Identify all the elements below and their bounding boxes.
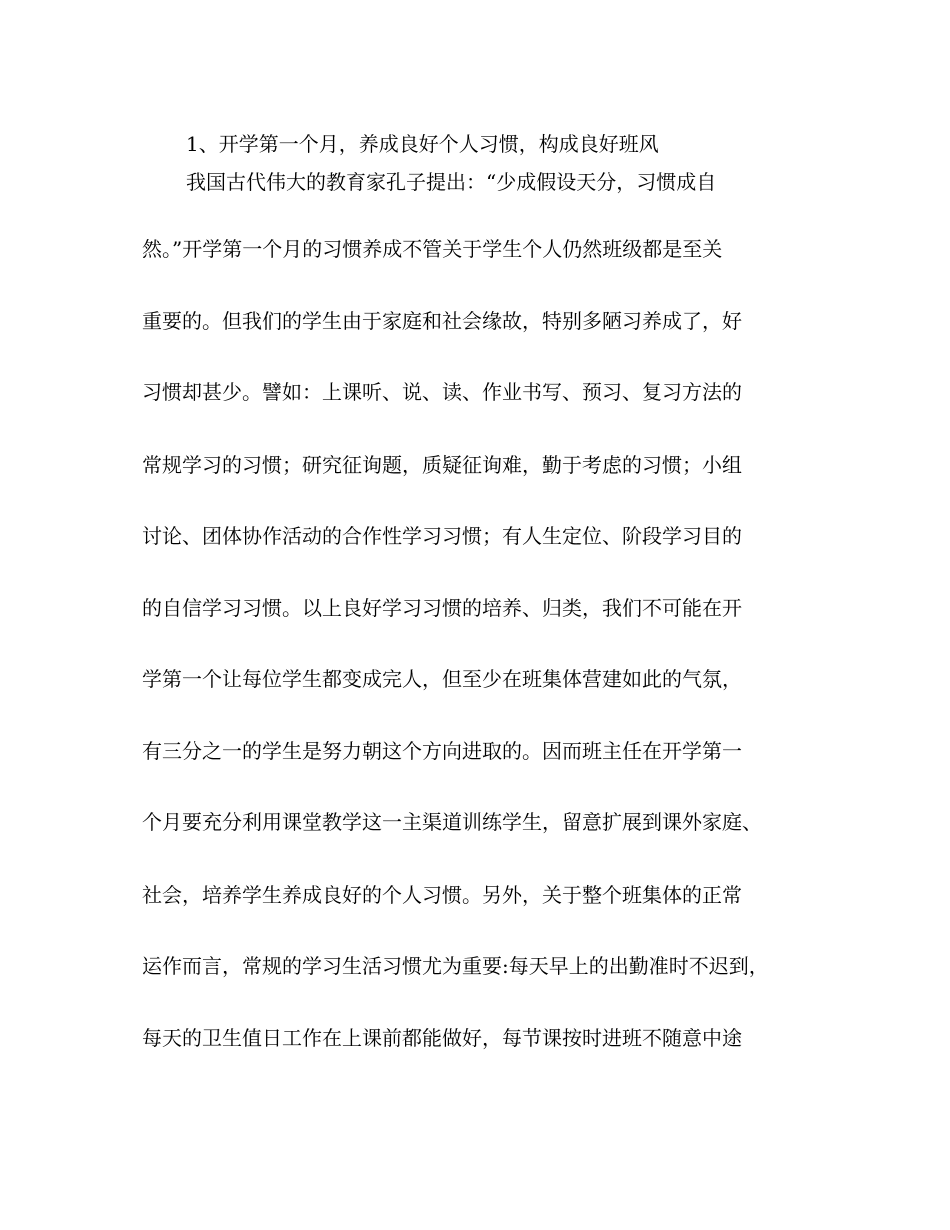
paragraph-line: 运作而言，常规的学习生活习惯尤为重要:每天早上的出勤准时不迟到， bbox=[142, 954, 769, 978]
paragraph-line: 重要的。但我们的学生由于家庭和社会缘故，特别多陋习养成了，好 bbox=[142, 309, 742, 333]
paragraph-line: 社会，培养学生养成良好的个人习惯。另外，关于整个班集体的正常 bbox=[142, 883, 742, 907]
paragraph-line: 学第一个让每位学生都变成完人，但至少在班集体营建如此的气氛， bbox=[142, 667, 742, 691]
paragraph-line: 习惯却甚少。譬如：上课听、说、读、作业书写、预习、复习方法的 bbox=[142, 380, 742, 404]
paragraph-line: 讨论、团体协作活动的合作性学习习惯；有人生定位、阶段学习目的 bbox=[142, 524, 742, 548]
paragraph-line: 然。”开学第一个月的习惯养成不管关于学生个人仍然班级都是至关 bbox=[142, 237, 723, 261]
paragraph-line: 每天的卫生值日工作在上课前都能做好，每节课按时进班不随意中途 bbox=[142, 1026, 742, 1050]
paragraph-line: 常规学习的习惯；研究征询题，质疑征询难，勤于考虑的习惯；小组 bbox=[142, 453, 742, 477]
paragraph-line: 个月要充分利用课堂教学这一主渠道训练学生，留意扩展到课外家庭、 bbox=[142, 810, 762, 834]
paragraph-line: 我国古代伟大的教育家孔子提出：“少成假设天分，习惯成自 bbox=[186, 170, 717, 194]
paragraph-line: 的自信学习习惯。以上良好学习习惯的培养、归类，我们不可能在开 bbox=[142, 596, 742, 620]
section-heading: 1、开学第一个月，养成良好个人习惯，构成良好班风 bbox=[186, 132, 659, 156]
paragraph-line: 有三分之一的学生是努力朝这个方向进取的。因而班主任在开学第一 bbox=[142, 739, 742, 763]
